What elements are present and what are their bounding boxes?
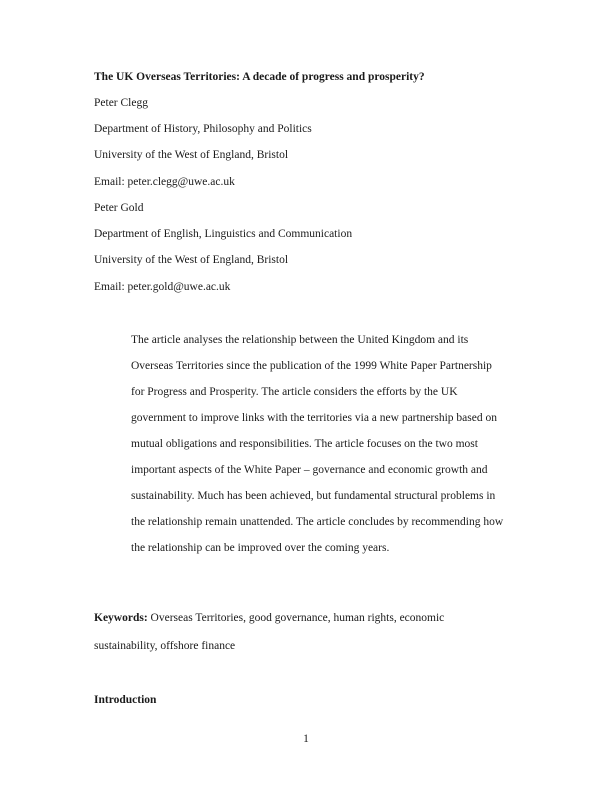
abstract-line: sustainability. Much has been achieved, but fundamental structural problems in — [131, 490, 496, 502]
author-2-department: Department of English, Linguistics and Communication — [94, 228, 353, 240]
author-2-name: Peter Gold — [94, 202, 144, 214]
abstract-line: important aspects of the White Paper – governance and economic growth and — [131, 464, 488, 476]
keywords — [94, 611, 534, 667]
author-1-university: University of the West of England, Bristol — [94, 149, 289, 161]
keywords-line-1 — [94, 611, 534, 639]
keywords-line-2: sustainability, offshore finance — [94, 640, 236, 652]
author-1-department: Department of History, Philosophy and Politics — [94, 123, 312, 135]
abstract-line: for Progress and Prosperity. The article considers the efforts by the UK — [131, 386, 458, 398]
section-heading-introduction: Introduction — [94, 694, 157, 706]
abstract-line: the relationship remain unattended. The article concludes by recommending how — [131, 516, 504, 528]
abstract-line: Overseas Territories since the publication of the 1999 White Paper Partnership — [131, 360, 492, 372]
abstract-line: government to improve links with the territories via a new partnership based on — [131, 412, 497, 424]
abstract — [131, 333, 531, 567]
author-1-email: Email: peter.clegg@uwe.ac.uk — [94, 176, 235, 188]
keywords-label: Keywords: — [94, 612, 148, 624]
paper-title: The UK Overseas Territories: A decade of progress and prosperity? — [94, 71, 425, 83]
page-number: 1 — [303, 733, 309, 745]
author-1-name: Peter Clegg — [94, 97, 148, 109]
abstract-line: mutual obligations and responsibilities. The article focuses on the two most — [131, 438, 478, 450]
keywords-text-1: Overseas Territories, good governance, human rights, economic — [147, 612, 445, 624]
author-2-email: Email: peter.gold@uwe.ac.uk — [94, 281, 231, 293]
author-2-university: University of the West of England, Bristol — [94, 254, 289, 266]
abstract-line: the relationship can be improved over the coming years. — [131, 542, 390, 554]
abstract-line: The article analyses the relationship between the United Kingdom and its — [131, 334, 469, 346]
